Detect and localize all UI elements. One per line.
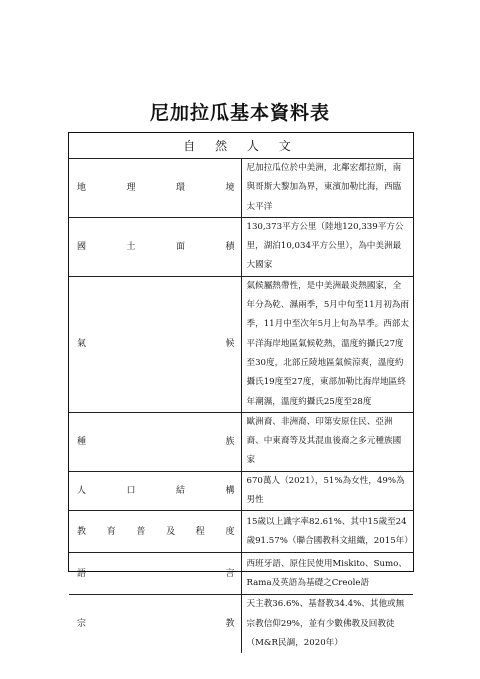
row-label: 教育普及程度 — [77, 526, 235, 537]
section-heading: 自 然 人 文 — [69, 133, 413, 159]
table-row — [69, 412, 413, 471]
row-label-cell — [69, 159, 241, 218]
row-value: 西班牙語、原住民使用Miskito、Sumo、Rama及英語為基礎之Creole語 — [241, 553, 413, 595]
table-row — [69, 159, 413, 218]
row-label-cell — [69, 412, 241, 471]
row-value: 天主教36.6%、基督教34.4%、其他或無宗教信仰29%，並有少數佛教及回教徒（M&R民調，2020年） — [241, 595, 413, 653]
row-value: 歐洲裔、非洲裔、印第安原住民、亞洲裔、中東裔等及其混血後裔之多元種族國家 — [241, 412, 413, 471]
row-label-cell — [69, 276, 241, 412]
document-title: 尼加拉瓜基本資料表 — [149, 102, 330, 124]
row-label: 地理環境 — [77, 182, 235, 193]
row-label: 人口結構 — [77, 486, 235, 497]
table-row — [69, 217, 413, 276]
row-label: 氣候 — [77, 339, 235, 350]
row-value: 尼加拉瓜位於中美洲，北鄰宏都拉斯，南與哥斯大黎加為界，東濱加勒比海，西臨太平洋 — [241, 159, 413, 218]
table-row — [69, 511, 413, 553]
row-value: 670萬人（2021），51%為女性，49%為男性 — [241, 471, 413, 511]
row-label: 國土面積 — [77, 241, 235, 252]
section-header-row — [69, 133, 413, 159]
row-label-cell — [69, 511, 241, 553]
facts-table-frame — [68, 132, 414, 648]
table-row — [69, 553, 413, 595]
table-row — [69, 471, 413, 511]
row-label-cell — [69, 553, 241, 595]
row-value: 氣候屬熱帶性，是中美洲最炎熱國家，全年分為乾、濕兩季，5月中旬至11月初為雨季，11月中至次年5月上旬為旱季。西部太平洋海岸地區氣候乾熱，溫度約攝氏27度至30度，北部丘陵地區氣候涼爽，溫度約攝氏19度至27度，東部加勒比海岸地區終年潮濕，溫度約攝氏25度至28度 — [241, 276, 413, 412]
row-label-cell — [69, 595, 241, 653]
row-label: 種族 — [77, 436, 235, 447]
row-label: 宗教 — [77, 619, 235, 630]
row-label: 語言 — [77, 568, 235, 579]
row-label-cell — [69, 217, 241, 276]
row-value: 130,373平方公里（陸地120,339平方公里，湖泊10,034平方公里），為中美洲最大國家 — [241, 217, 413, 276]
facts-table — [69, 133, 413, 653]
table-row — [69, 276, 413, 412]
row-label-cell — [69, 471, 241, 511]
row-value: 15歲以上識字率82.61%、其中15歲至24歲91.57%（聯合國教科文組織，2015年） — [241, 511, 413, 553]
table-row — [69, 595, 413, 653]
